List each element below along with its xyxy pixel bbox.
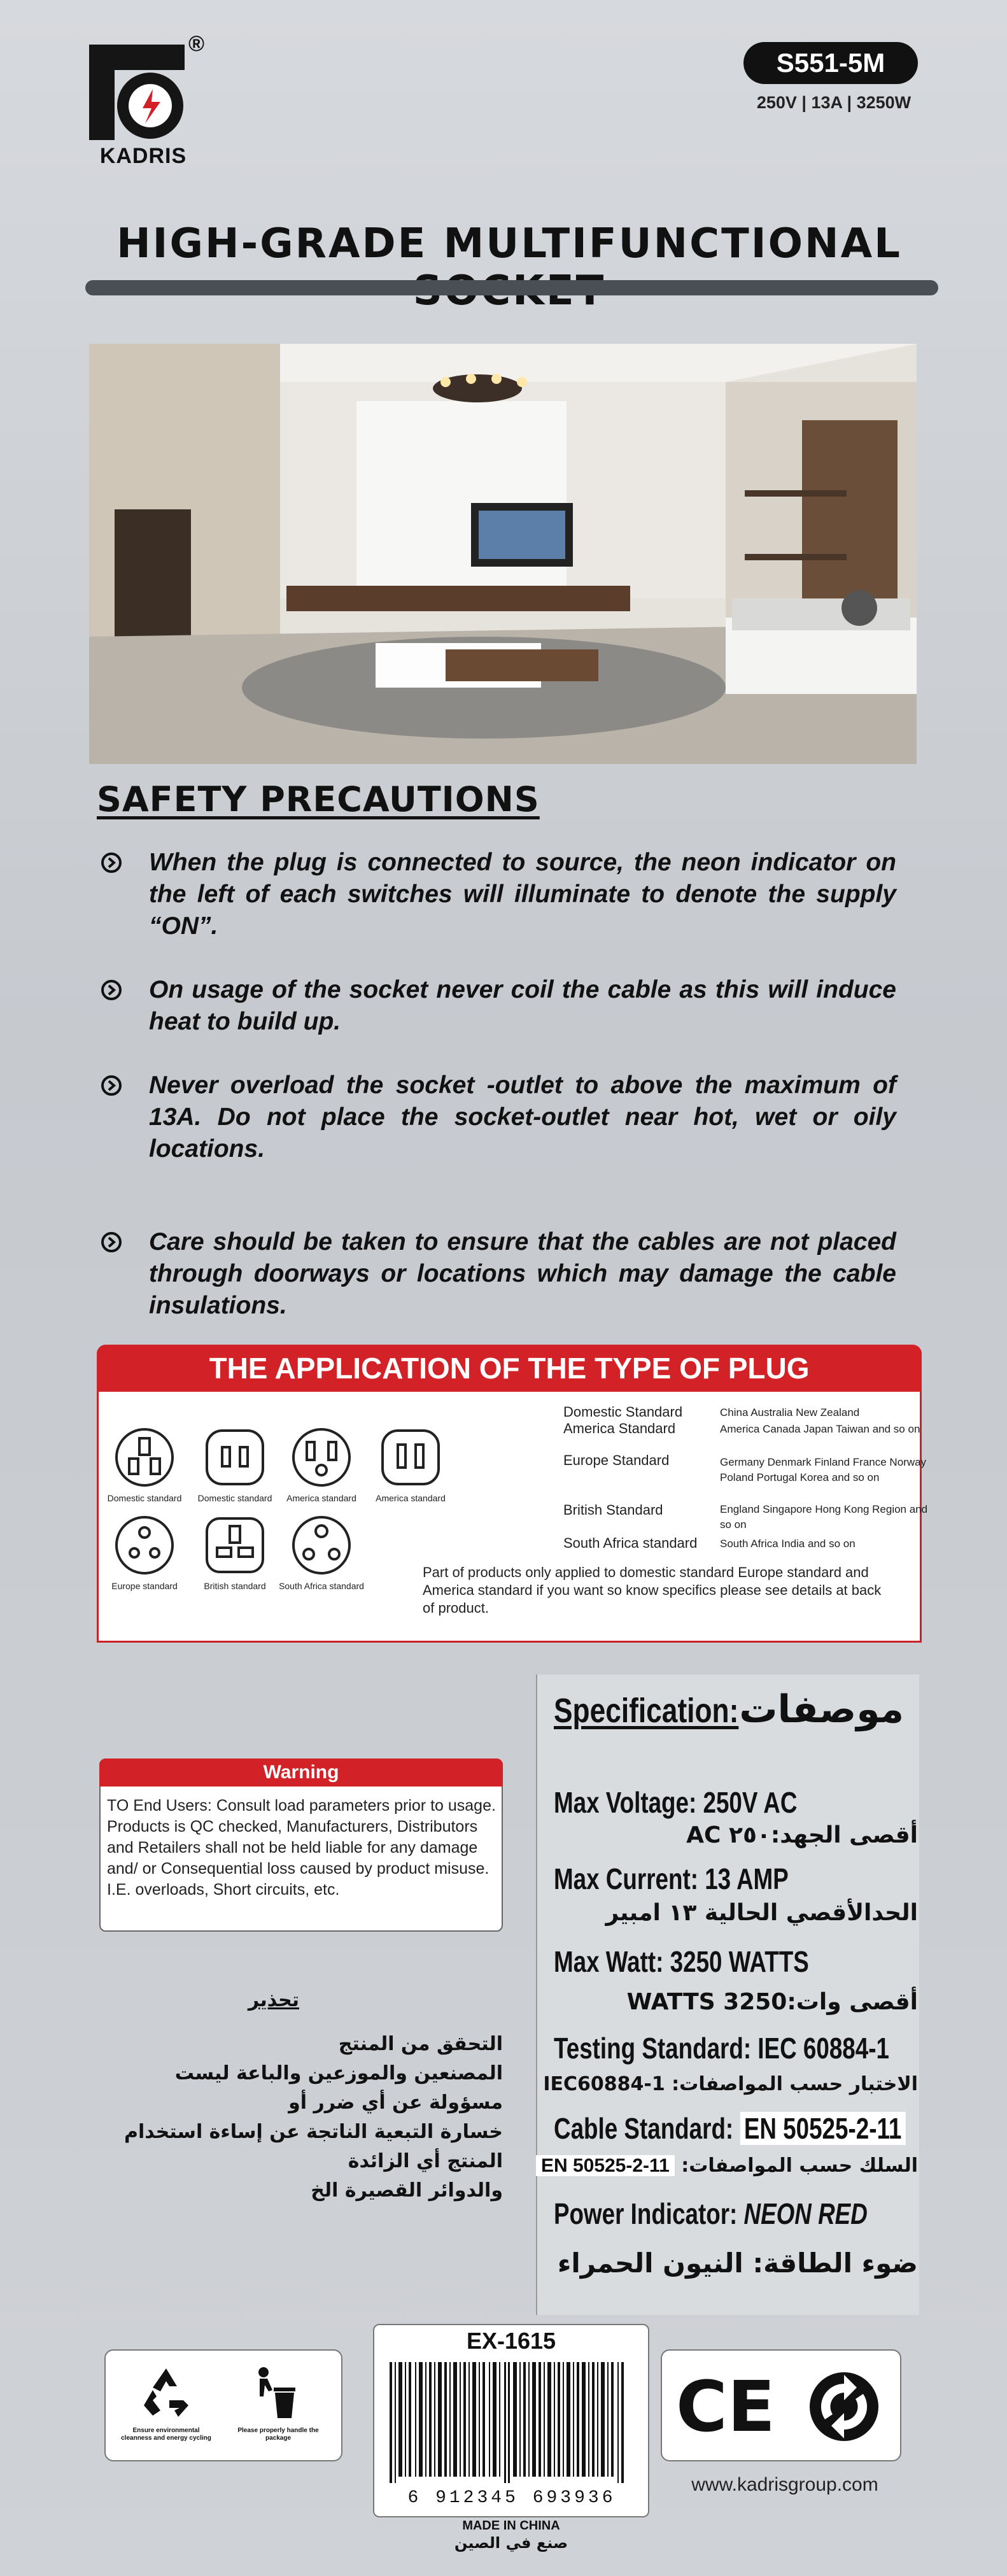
warning-text-arabic [95,2030,503,2205]
green-dot-recycle-icon [806,2368,882,2445]
region-countries: South Africa India and so on [720,1538,856,1550]
domestic-socket-icon [203,1426,267,1489]
spec-cable-arabic-value: EN 50525-2-11 [536,2155,675,2176]
registered-mark: ® [188,32,205,56]
spec-max-watt-arabic: أقصى وات:WATTS 3250 [626,1989,918,2015]
spec-max-voltage: Max Voltage: 250V AC [554,1786,798,1819]
safety-item-text: When the plug is connected to source, the neon indicator on the left of each switches will illuminate to denote the supply “ON”. [149,849,896,940]
south-africa-socket-icon [290,1513,353,1577]
safety-item [101,1070,896,1165]
spec-cable-arabic-label: السلك حسب المواصفات: [681,2155,918,2177]
brand-name: KADRIS [99,144,187,168]
spec-cable-standard-arabic [536,2155,918,2177]
europe-socket-icon [113,1513,176,1577]
region-name: America Standard [563,1420,676,1436]
spec-max-voltage-arabic: أقصى الجهد:٢٥٠ AC [686,1822,918,1848]
plug-type-label: British standard [204,1581,266,1591]
region-name: British Standard [563,1502,663,1518]
plug-note: Part of products only applied to domestic standard Europe standard and America standard if you want so know specifics please see details at back of product. [423,1564,882,1616]
warning-arabic-line: والدوائر القصيرة الخ [311,2179,503,2202]
certification-panel [661,2349,901,2461]
made-in-china: MADE IN CHINA [462,2519,560,2533]
region-name: Domestic Standard [563,1404,683,1420]
header-rule [85,280,938,295]
made-in-china-arabic: صنع في الصين [454,2534,568,2552]
spec-cable-standard [554,2111,906,2146]
ce-mark: CE [676,2366,775,2447]
domestic-socket-icon [113,1426,176,1489]
plug-type-label: America standard [286,1493,356,1503]
warning-arabic-line: المصنعين والموزعين والباعة ليست مسؤولة عن أي ضرر أو [174,2062,503,2114]
spec-indicator-label: Power Indicator: [554,2197,744,2230]
spec-cable-value: EN 50525-2-11 [740,2112,905,2145]
spec-testing-standard: Testing Standard: IEC 60884-1 [554,2032,889,2065]
bullet-arrow-icon [101,1231,122,1253]
website-url: www.kadrisgroup.com [691,2474,878,2495]
product-code: EX-1615 [466,2328,556,2354]
barcode-number: 6 912345 693936 [407,2488,616,2508]
spec-max-current: Max Current: 13 AMP [554,1862,789,1895]
warning-title: Warning [99,1759,503,1787]
spec-max-current-arabic: الحدالأقصي الحالية ١٣ امبير [605,1900,918,1926]
recycling-panel [104,2349,342,2461]
america-socket-icon [290,1426,353,1489]
region-countries: America Canada Japan Taiwan and so on [720,1423,920,1435]
spec-cable-label: Cable Standard: [554,2112,740,2145]
specification-title: Specification: [554,1692,739,1730]
plug-type-label: Domestic standard [197,1493,272,1503]
living-room-photo [89,344,917,764]
dispose-bin-icon [251,2365,302,2422]
region-countries: Germany Denmark Finland France Norway Poland Portugal Korea and so on [720,1456,927,1483]
plug-types-title: THE APPLICATION OF THE TYPE OF PLUG [97,1345,922,1392]
bullet-arrow-icon [101,979,122,1001]
warning-text: TO End Users: Consult load parameters prior to usage. Products is QC checked, Manufacturers, Distributors and Retailers shall not be held liable for any damage and/ or Consequential loss caused by product misuse. I.E. overloads, Short circuits, etc. [107,1797,496,1899]
model-badge: S551-5M [743,42,918,84]
bullet-arrow-icon [101,852,122,874]
safety-item-text: On usage of the socket never coil the cable as this will induce heat to build up. [149,976,896,1035]
ratings-label: 250V | 13A | 3250W [756,93,912,112]
region-name: South Africa standard [563,1535,698,1551]
spec-max-watt: Max Watt: 3250 WATTS [554,1945,809,1978]
british-socket-icon [203,1513,267,1577]
plug-type-label: Europe standard [111,1581,178,1591]
kadris-logo-icon [89,45,185,140]
bullet-arrow-icon [101,1075,122,1096]
spec-testing-standard-arabic: الاختبار حسب المواصفات: IEC60884-1 [543,2073,918,2095]
safety-item-text: Never overload the socket -outlet to above the maximum of 13A. Do not place the socket-outlet near hot, wet or oily locations. [149,1072,896,1163]
warning-title-arabic: تحذير [248,1989,299,2011]
safety-item-text: Care should be taken to ensure that the cables are not placed through doorways or locations which may damage the cable insulations. [149,1228,896,1319]
america-socket-icon [379,1426,442,1489]
recycle-icon [137,2363,195,2421]
plug-type-label: America standard [376,1493,446,1503]
plug-type-label: Domestic standard [107,1493,182,1503]
region-countries: England Singapore Hong Kong Region and so on [720,1503,928,1531]
safety-item [101,847,896,942]
headline: HIGH-GRADE MULTIFUNCTIONAL [116,220,902,267]
warning-arabic-line: التحقق من المنتج [338,2033,503,2055]
spec-indicator-value: NEON RED [743,2197,868,2230]
safety-title: SAFETY PRECAUTIONS [97,779,540,819]
region-name: Europe Standard [563,1452,670,1468]
spec-power-indicator [554,2197,868,2231]
barcode-icon [390,2362,631,2483]
warning-arabic-line: خسارة التبعية الناتجة عن إساءة استخدام المنتج أي الزائدة [123,2121,503,2172]
specification-title-arabic: موصفات [739,1687,904,1732]
bin-caption: Please properly handle the package [237,2427,319,2442]
region-countries: China Australia New Zealand [720,1406,860,1419]
safety-item [101,1226,896,1322]
safety-item [101,974,896,1038]
plug-type-label: South Africa standard [279,1581,364,1591]
spec-power-indicator-arabic: ضوء الطاقة: النيون الحمراء [557,2247,918,2279]
recycle-caption: Ensure environmental cleanness and energy cycling [121,2427,211,2442]
